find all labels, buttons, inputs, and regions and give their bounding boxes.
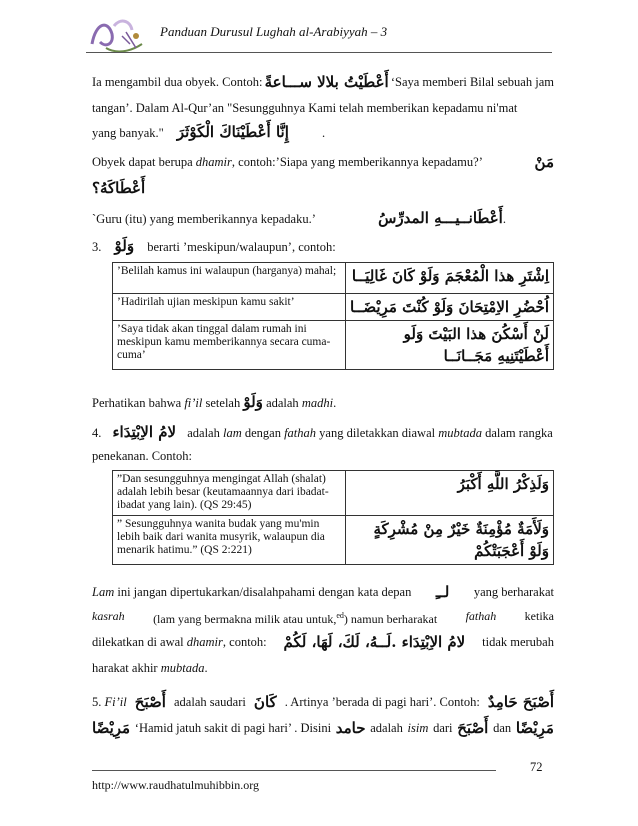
arabic-word: مَنْ (534, 153, 554, 171)
para5 (92, 394, 554, 411)
para7-line3 (92, 634, 554, 650)
para7-line4 (92, 660, 554, 676)
arabic-word: أَصْبَحَ (457, 719, 489, 737)
para2-line1 (92, 154, 554, 170)
indonesian-cell: ’Saya tidak akan tinggal dalam rumah ini meskipun kamu memberikannya secara cuma-cuma’ (113, 321, 346, 370)
text: setelah (205, 396, 241, 410)
point-5-line2 (92, 720, 554, 736)
text: adalah saudari (174, 695, 246, 709)
editor-note: ed (336, 611, 344, 620)
text: Ia mengambil dua obyek. Contoh: (92, 75, 263, 89)
arabic-cell: اُحْضُرِ الاِمْتِحَانَ وَلَوْ كُنْتَ مَرِيْضَــا (346, 294, 554, 321)
arabic-cell: اِشْتَرِ هذا الْمُعْجَمَ وَلَوْ كَانَ غَالِيَــا (346, 263, 554, 294)
list-number: 4. (92, 426, 102, 440)
text: , contoh:’Siapa yang memberikannya kepadamu?’ (231, 155, 483, 169)
point-3 (92, 238, 554, 255)
arabic-verse: إِنَّا أَعْطَيْنَاكَ الْكَوْثَرَ (176, 123, 289, 141)
text: dari (433, 721, 453, 735)
term-fathah: fathah (465, 609, 497, 623)
indonesian-cell: ’Hadirilah ujian meskipun kamu sakit’ (113, 294, 346, 321)
term-dhamir: dhamir (186, 635, 223, 649)
text: . (502, 212, 506, 226)
text: adalah (187, 426, 220, 440)
arabic-word: مَرِيْضًا (92, 719, 131, 737)
arabic-cell: لَنْ أَسْكُنَ هذا البَيْتَ وَلَو أَعْطَيْتَنِيهِ مَجَــانَــا (346, 321, 554, 370)
arabic-word: كَانَ (253, 693, 277, 711)
table-examples-walau (112, 262, 554, 370)
point-5-line1 (92, 694, 554, 710)
arabic-letter: لــِ (435, 583, 450, 601)
para7-line2 (92, 608, 554, 627)
text: yang diletakkan diawal (319, 426, 436, 440)
table-row (113, 294, 554, 321)
table-row (113, 516, 554, 565)
term-mubtada: mubtada (438, 426, 482, 440)
text: . (204, 661, 208, 675)
text: dilekatkan di awal (92, 635, 184, 649)
point-4 (92, 424, 554, 441)
term-fiil: fi’il (184, 396, 203, 410)
table-examples-lam (112, 470, 554, 565)
header-title: Panduan Durusul Lughah al-Arabiyyah – 3 (160, 24, 388, 39)
para2-line2 (92, 180, 554, 196)
term-fiil: Fi’il (104, 695, 127, 709)
term-fathah: fathah (284, 426, 317, 440)
term-isim: isim (407, 721, 429, 735)
para1-line1 (92, 74, 554, 90)
indonesian-cell: ’Belilah kamus ini walaupun (harganya) mahal; (113, 263, 346, 294)
text: . (333, 396, 337, 410)
text: dan (493, 721, 512, 735)
header-divider (86, 52, 552, 53)
footer-url[interactable]: http://www.raudhatulmuhibbin.org (92, 778, 259, 792)
table-row (113, 321, 554, 370)
term-lam: Lam (92, 585, 115, 599)
arabic-cell: وَلَذِكْرُ اللَّهِ أَكْبَرُ (346, 471, 554, 516)
text: , contoh: (222, 635, 267, 649)
list-number: 5. (92, 695, 102, 709)
para3 (92, 210, 554, 227)
text: (lam yang bermakna milik atau untuk, (153, 612, 337, 626)
table-row (113, 471, 554, 516)
arabic-word: مَرِيْضًا (515, 719, 554, 737)
arabic-example: أَصْبَحَ حَامِدٌ (487, 693, 554, 711)
text: `Guru (itu) yang memberikannya kepadaku.’ (92, 212, 315, 226)
text: adalah (266, 396, 299, 410)
para7-line1 (92, 584, 554, 600)
text: tidak merubah (482, 635, 554, 649)
arabic-example: أَعْطَاكَهُ؟ (92, 179, 146, 197)
text: berarti ’meskipun/walaupun’, contoh: (147, 240, 336, 254)
table-row (113, 263, 554, 294)
arabic-example: أَعْطَيْتُ بلالا ســـاعةً (264, 73, 389, 91)
arabic-term: لامُ الاِبْتِدَاء (112, 423, 177, 441)
term-dhamir: dhamir (195, 155, 232, 169)
indonesian-cell: ” Sesungguhnya wanita budak yang mu'min lebih baik dari wanita musyrik, walaupun dia menarik hatimu.” (QS 2:221) (113, 516, 346, 565)
list-number: 3. (92, 240, 102, 254)
publisher-logo (86, 14, 150, 56)
text: . Artinya ’berada di pagi hari’. Contoh: (284, 695, 480, 709)
arabic-cell: وَلَأَمَةٌ مُؤْمِنَةٌ خَيْرٌ مِنْ مُشْرِكَةٍ وَلَوْ أَعْجَبَتْكُمْ (346, 516, 554, 565)
text: ‘Hamid jatuh sakit di pagi hari’ . Disini (134, 721, 332, 735)
arabic-word: وَلَوْ (243, 393, 263, 411)
footer-divider (92, 770, 496, 771)
text: ‘Saya memberi Bilal sebuah jam (390, 75, 554, 89)
para1-line3 (92, 124, 554, 141)
arabic-word: حامد (335, 719, 366, 737)
text: . (322, 126, 326, 140)
text: Perhatikan bahwa (92, 396, 182, 410)
text: ) namun berharakat (343, 612, 438, 626)
page-number: 72 (530, 760, 543, 774)
term-lam: lam (222, 426, 242, 440)
text: adalah (370, 721, 403, 735)
text: dalam rangka (485, 426, 553, 440)
indonesian-cell: ”Dan sesungguhnya mengingat Allah (shalat) adalah lebih besar (keutamaannya dari ibadat-ibadat yang lain). (QS 29:45) (113, 471, 346, 516)
term-kasrah: kasrah (92, 609, 125, 623)
para1-line2: tangan’. Dalam Al-Qur’an "Sesungguhnya Kami telah memberikan kepadamu ni'mat (92, 101, 518, 115)
arabic-example: أَعْطَانــيـــهِ المدرِّسُ (378, 209, 503, 227)
text: ketika (524, 609, 554, 623)
arabic-word: أَصْبَحَ (134, 693, 166, 711)
point-4-line2: penekanan. Contoh: (92, 449, 192, 463)
term-madhi: madhi (301, 396, 334, 410)
term-mubtada: mubtada (160, 661, 205, 675)
text: Obyek dapat berupa (92, 155, 193, 169)
text: yang berharakat (473, 585, 554, 599)
text: harakat akhir (92, 661, 158, 675)
text: dengan (244, 426, 281, 440)
text: yang banyak." (92, 126, 164, 140)
text: ini jangan dipertukarkan/disalahpahami dengan kata depan (117, 585, 412, 599)
arabic-word: وَلَوْ (114, 237, 135, 255)
arabic-examples: لامُ الاِبْتِدَاء .لَــهُ، لَكَ، لَهَا، لَكُمْ (283, 633, 466, 651)
